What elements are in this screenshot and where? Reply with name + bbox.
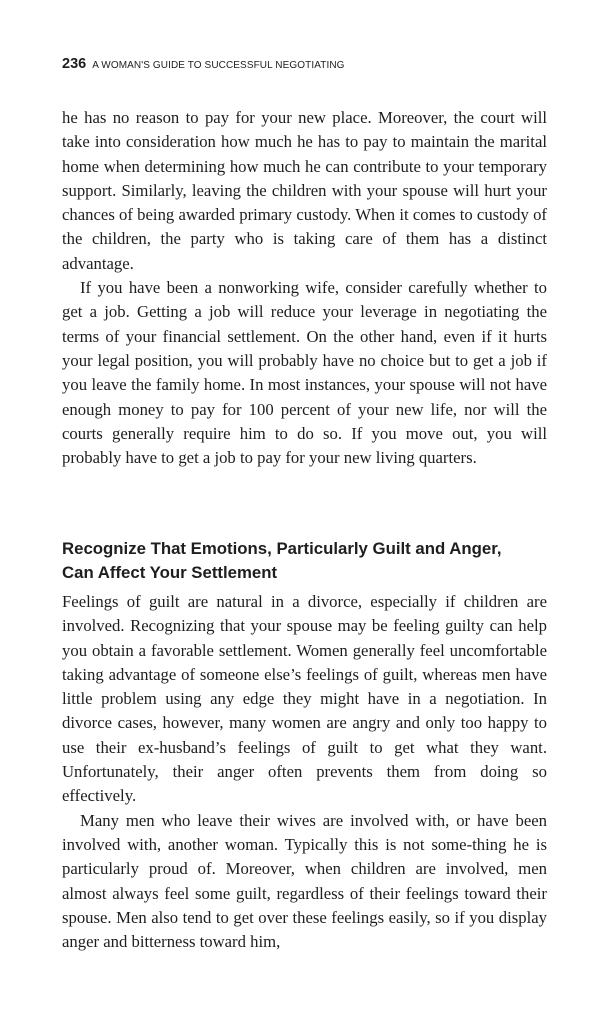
page-header <box>62 55 345 73</box>
paragraph: Many men who leave their wives are involved with, or have been involved with, another woman. Typically this is not some-thing he is particularly proud of. Moreover, when children are involved, men almost always feel some guilt, regardless of their feelings toward their spouse. Men also tend to get over these feelings easily, so if you display anger and bitterness toward him, <box>62 810 547 952</box>
paragraph: Feelings of guilt are natural in a divorce, especially if children are involved. Recognizing that your spouse may be feeling guilty can help you obtain a favorable settlement. Women generally feel uncomfortable taking advantage of someone else’s feelings of guilt, whereas men have little problem using any edge they might have in a negotiation. In divorce cases, however, many women are angry and only too happy to use their ex-husband’s feelings of guilt to get what they want. Unfortunately, their anger often prevents them from doing so effectively. <box>62 592 547 806</box>
body-text-block-1 <box>62 106 547 470</box>
running-head: A WOMAN'S GUIDE TO SUCCESSFUL NEGOTIATING <box>92 60 345 71</box>
section-heading-line-2: Can Affect Your Settlement <box>62 563 278 582</box>
section-heading <box>62 537 547 585</box>
page-number: 236 <box>62 56 87 72</box>
section-heading-line-1: Recognize That Emotions, Particularly Guilt and Anger, <box>62 539 502 558</box>
paragraph: he has no reason to pay for your new place. Moreover, the court will take into consideration how much he has to pay to maintain the marital home when determining how much he can contribute to your temporary support. Similarly, leaving the children with your spouse will hurt your chances of being awarded primary custody. When it comes to custody of the children, the party who is taking care of them has a distinct advantage. <box>62 108 547 273</box>
body-text-block-2 <box>62 590 547 954</box>
paragraph: If you have been a nonworking wife, consider carefully whether to get a job. Getting a job will reduce your leverage in negotiating the terms of your financial settlement. On the other hand, even if it hurts your legal position, you will probably have no choice but to get a job if you leave the family home. In most instances, your spouse will not have enough money to pay for 100 percent of your new life, nor will the courts generally require him to do so. If you move out, you will probably have to get a job to pay for your new living quarters. <box>62 278 547 468</box>
